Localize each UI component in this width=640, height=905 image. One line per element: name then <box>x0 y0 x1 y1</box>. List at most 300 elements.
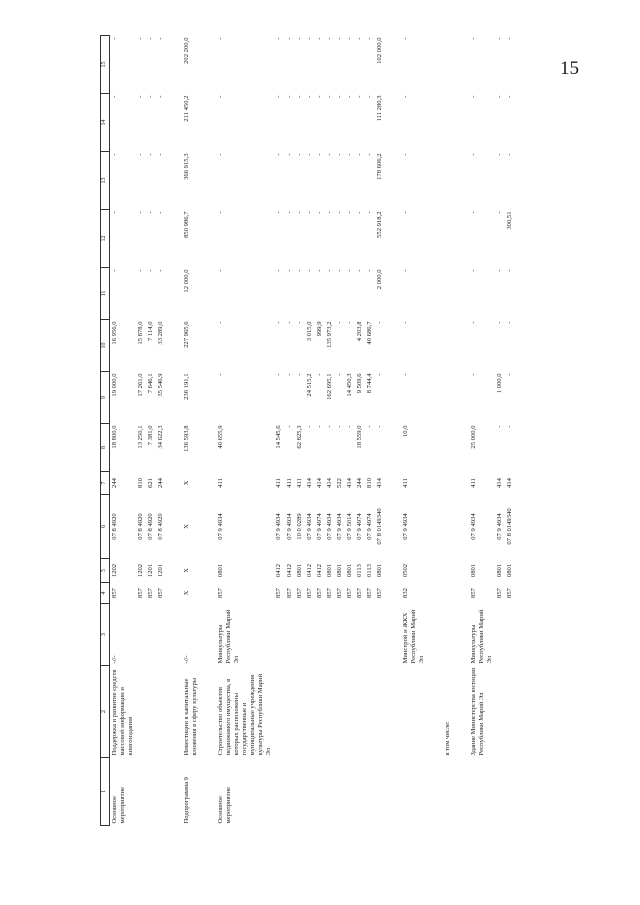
column-number: 1 <box>101 758 110 826</box>
table-cell-col-14: - <box>285 95 293 98</box>
table-cell-col-6: X <box>183 524 191 529</box>
table-cell-col-7: 414 <box>506 478 514 488</box>
table-cell-col-13: - <box>217 153 225 156</box>
table-cell-col-11: - <box>315 269 323 272</box>
table-cell-col-5: 0801 <box>469 563 477 578</box>
table-cell-col-1 <box>505 758 515 826</box>
table-cell-col-4: 857 <box>375 588 383 598</box>
table-cell-col-6: 07 8 4920 <box>137 513 145 540</box>
table-cell-col-8: 62 825,3 <box>295 425 303 449</box>
table-cell-col-14: - <box>137 95 145 98</box>
table-cell-col-1 <box>345 758 355 826</box>
table-cell-col-8: - <box>305 425 313 428</box>
table-cell-col-10 <box>443 320 453 372</box>
table-cell-col-12: 850 986,7 <box>183 211 191 238</box>
column-number: 4 <box>101 583 110 604</box>
table-cell-col-8: - <box>335 425 343 428</box>
table-cell-col-15: - <box>285 37 293 40</box>
spacer-cell <box>200 36 216 826</box>
column-number: 7 <box>101 472 110 495</box>
table-cell-col-3 <box>345 604 355 666</box>
table-cell-col-8 <box>443 424 453 472</box>
table-cell-col-13 <box>443 152 453 210</box>
table-cell-col-15: - <box>506 37 514 40</box>
table-cell-col-10: - <box>401 321 409 324</box>
table-cell-col-5: X <box>183 568 191 573</box>
table-cell-col-9: 7 646,1 <box>147 373 155 394</box>
table-cell-col-3: -//- <box>111 655 118 664</box>
table-cell-col-5: 1201 <box>157 563 165 578</box>
table-cell-col-15: - <box>345 37 353 40</box>
table-cell-col-7: 414 <box>315 478 323 488</box>
table-cell-col-14: - <box>305 95 313 98</box>
table-cell-col-13: - <box>469 153 477 156</box>
table-cell-col-15: - <box>355 37 363 40</box>
table-cell-col-4 <box>443 583 453 604</box>
table-cell-col-2 <box>495 666 505 758</box>
table-cell-col-7: 621 <box>147 478 155 488</box>
table-cell-col-12: - <box>469 211 477 214</box>
table-cell-col-9: 8 744,4 <box>365 373 373 394</box>
table-cell-col-15: - <box>325 37 333 40</box>
table-cell-col-6: 07 9 4934 <box>401 513 409 540</box>
table-cell-col-6: 10 0 0289 <box>295 513 303 540</box>
table-cell-col-3 <box>274 604 284 666</box>
table-cell-col-13: - <box>285 153 293 156</box>
table-cell-col-8: 7 381,0 <box>147 425 155 446</box>
table-cell-col-11: - <box>275 269 283 272</box>
table-cell-col-4: 857 <box>217 588 225 598</box>
table-cell-col-15: - <box>217 37 225 40</box>
table-cell-col-6: 07 8 0149340 <box>375 508 383 545</box>
table-cell-col-10: 15 878,0 <box>137 321 145 345</box>
table-cell-col-8: 34 622,3 <box>157 425 165 449</box>
table-cell-col-3 <box>325 604 335 666</box>
table-cell-col-7: 810 <box>137 478 145 488</box>
table-cell-col-7: 411 <box>275 478 283 488</box>
table-cell-col-4: 857 <box>295 588 303 598</box>
table-cell-col-7: 411 <box>217 478 225 488</box>
table-row <box>315 36 325 826</box>
table-cell-col-11: - <box>285 269 293 272</box>
table-cell-col-7: 414 <box>375 478 383 488</box>
table-cell-col-12: - <box>365 211 373 214</box>
table-cell-col-11: - <box>506 269 514 272</box>
table-cell-col-14: 211 450,2 <box>183 95 191 122</box>
row-spacer <box>453 36 469 826</box>
table-cell-col-8: 25 000,0 <box>469 425 477 449</box>
table-cell-col-7: 522 <box>335 478 343 488</box>
table-cell-col-8: 40 655,9 <box>217 425 225 449</box>
table-cell-col-2: Строительство объектов недвижимого имущества, в которых расположены государственные и муниципальные учреждения культуры Республики Марий Эл <box>217 673 273 756</box>
table-cell-col-15 <box>443 36 453 94</box>
table-cell-col-8: 18 800,0 <box>111 425 118 449</box>
column-number: 3 <box>101 604 110 666</box>
table-row <box>295 36 305 826</box>
table-cell-col-7: 411 <box>469 478 477 488</box>
table-row <box>182 36 200 826</box>
table-cell-col-1 <box>355 758 365 826</box>
spacer-cell <box>453 36 469 826</box>
table-cell-col-4: 857 <box>111 588 118 598</box>
table-cell-col-8: - <box>315 425 323 428</box>
column-number: 13 <box>101 152 110 210</box>
table-cell-col-3 <box>495 604 505 666</box>
table-cell-col-2 <box>375 666 385 758</box>
table-row <box>443 36 453 826</box>
table-cell-col-12: - <box>325 211 333 214</box>
table-cell-col-5: 1201 <box>147 563 155 578</box>
table-cell-col-9: - <box>285 373 293 376</box>
table-cell-col-13: - <box>506 153 514 156</box>
table-cell-col-10: - <box>295 321 303 324</box>
table-cell-col-7: 411 <box>285 478 293 488</box>
table-cell-col-8: - <box>285 425 293 428</box>
table-cell-col-7: 244 <box>111 478 118 488</box>
table-cell-col-2 <box>401 666 427 758</box>
table-cell-col-10: 33 289,0 <box>157 321 165 345</box>
table-cell-col-9: 24 515,2 <box>305 373 313 397</box>
table-row <box>285 36 295 826</box>
table-cell-col-12: - <box>157 211 165 214</box>
table-row <box>216 36 274 826</box>
table-cell-col-12: - <box>496 211 504 214</box>
table-cell-col-11: - <box>496 269 504 272</box>
table-cell-col-6 <box>443 495 453 559</box>
table-cell-col-3: Минстрой и ЖКХ Республики Марий Эл <box>401 609 425 664</box>
table-cell-col-10: 16 956,0 <box>111 321 118 345</box>
table-cell-col-11: - <box>335 269 343 272</box>
table-cell-col-7 <box>443 472 453 495</box>
table-cell-col-1: Основное мероприятие <box>217 787 233 824</box>
table-cell-col-4: 857 <box>345 588 353 598</box>
table-cell-col-9: 162 695,1 <box>325 373 333 400</box>
table-row <box>365 36 375 826</box>
table-row <box>469 36 495 826</box>
column-number: 6 <box>101 495 110 559</box>
table-cell-col-5: 0801 <box>295 563 303 578</box>
table-cell-col-1 <box>401 758 427 826</box>
table-cell-col-11: - <box>137 269 145 272</box>
table-cell-col-1 <box>136 758 146 826</box>
table-cell-col-13: - <box>365 153 373 156</box>
table-cell-col-12: - <box>111 211 118 214</box>
table-cell-col-9: 19 000,0 <box>111 373 118 397</box>
table-cell-col-12: 300,51 <box>506 211 514 230</box>
table-cell-col-3 <box>335 604 345 666</box>
table-cell-col-3: -//- <box>183 655 191 664</box>
table-cell-col-15: - <box>295 37 303 40</box>
table-cell-col-13: - <box>305 153 313 156</box>
table-cell-col-5: 1202 <box>111 563 118 578</box>
table-cell-col-13: 178 606,2 <box>375 153 383 180</box>
table-cell-col-3 <box>355 604 365 666</box>
table-cell-col-4: 857 <box>275 588 283 598</box>
table-cell-col-13: - <box>345 153 353 156</box>
table-cell-col-7: 244 <box>157 478 165 488</box>
table-cell-col-9: - <box>295 373 303 376</box>
table-cell-col-1 <box>315 758 325 826</box>
table-cell-col-5: 0113 <box>355 564 363 577</box>
table-cell-col-3: Минкультуры Республики Марий Эл <box>469 609 493 664</box>
table-row <box>325 36 335 826</box>
table-cell-col-12: - <box>315 211 323 214</box>
table-cell-col-3 <box>295 604 305 666</box>
table-cell-col-15: 202 200,0 <box>183 37 191 64</box>
table-cell-col-10: 135 973,2 <box>325 321 333 348</box>
table-cell-col-13: - <box>111 153 118 156</box>
table-cell-col-14: - <box>469 95 477 98</box>
table-cell-col-1 <box>335 758 345 826</box>
table-cell-col-1 <box>305 758 315 826</box>
table-cell-col-6: 07 9 4934 <box>469 513 477 540</box>
table-row <box>375 36 385 826</box>
table-cell-col-2 <box>285 666 295 758</box>
table-cell-col-4: 857 <box>315 588 323 598</box>
table-row <box>156 36 166 826</box>
row-spacer <box>166 36 182 826</box>
table-row <box>146 36 156 826</box>
table-cell-col-5: 0801 <box>496 563 504 578</box>
table-cell-col-12: - <box>345 211 353 214</box>
table-cell-col-3 <box>136 604 146 666</box>
table-cell-col-2 <box>335 666 345 758</box>
table-cell-col-14: - <box>506 95 514 98</box>
table-cell-col-2 <box>146 666 156 758</box>
table-cell-col-14: - <box>496 95 504 98</box>
table-cell-col-3 <box>305 604 315 666</box>
table-cell-col-5: 0412 <box>305 563 313 578</box>
table-cell-col-13: - <box>401 153 409 156</box>
table-cell-col-8: 10,0 <box>401 425 409 438</box>
table-cell-col-12: - <box>305 211 313 214</box>
table-cell-col-6: 07 9 4934 <box>335 513 343 540</box>
table-cell-col-1 <box>375 758 385 826</box>
table-cell-col-3 <box>156 604 166 666</box>
column-number: 12 <box>101 210 110 268</box>
table-cell-col-2 <box>274 666 284 758</box>
table-cell-col-3 <box>375 604 385 666</box>
table-cell-col-6: 07 8 4920 <box>147 513 155 540</box>
column-number: 5 <box>101 559 110 583</box>
table-cell-col-8: - <box>365 425 373 428</box>
column-number: 15 <box>101 36 110 94</box>
table-cell-col-12 <box>443 210 453 268</box>
table-row <box>345 36 355 826</box>
table-cell-col-11: - <box>325 269 333 272</box>
table-cell-col-2: Инвестиции в капитальные вложения в сферу культуры <box>183 677 199 756</box>
table-cell-col-10: - <box>217 321 225 324</box>
table-cell-col-4: 857 <box>496 588 504 598</box>
spacer-cell <box>385 36 401 826</box>
table-cell-col-2 <box>355 666 365 758</box>
table-cell-col-7: 244 <box>355 478 363 488</box>
table-row <box>335 36 345 826</box>
table-cell-col-2 <box>345 666 355 758</box>
table-cell-col-3 <box>285 604 295 666</box>
table-cell-col-6: 07 9 4934 <box>217 513 225 540</box>
table-cell-col-7: 414 <box>325 478 333 488</box>
table-cell-col-4: 857 <box>355 588 363 598</box>
table-cell-col-11: - <box>217 269 225 272</box>
table-cell-col-8: - <box>506 425 514 428</box>
table-cell-col-6: 07 9 4934 <box>305 513 313 540</box>
table-cell-col-11 <box>443 268 453 320</box>
table-cell-col-9: - <box>315 373 323 376</box>
table-row <box>110 36 137 826</box>
table-cell-col-9: - <box>217 373 225 376</box>
table-row <box>401 36 427 826</box>
table-cell-col-7: 810 <box>365 478 373 488</box>
table-cell-col-10: 3 015,0 <box>305 321 313 342</box>
table-cell-col-6: 07 9 4934 <box>496 513 504 540</box>
table-cell-col-6: 07 9 4974 <box>355 513 363 540</box>
table-cell-col-13: - <box>315 153 323 156</box>
table-cell-col-5: 0801 <box>335 563 343 578</box>
table-cell-col-12: - <box>137 211 145 214</box>
column-number: 14 <box>101 94 110 152</box>
table-cell-col-2 <box>295 666 305 758</box>
table-cell-col-10: - <box>285 321 293 324</box>
table-cell-col-1 <box>365 758 375 826</box>
table-cell-col-13: - <box>496 153 504 156</box>
table-cell-col-14 <box>443 94 453 152</box>
table-row <box>305 36 315 826</box>
budget-table <box>100 35 515 826</box>
table-cell-col-2: Здание Министерства юстиции Республики Марий Эл <box>469 667 485 756</box>
table-cell-col-11: - <box>295 269 303 272</box>
table-cell-col-6: 07 9 5014 <box>345 513 353 540</box>
table-cell-col-4: 857 <box>325 588 333 598</box>
table-cell-col-15: - <box>147 37 155 40</box>
table-cell-col-4: 857 <box>469 588 477 598</box>
table-cell-col-1 <box>495 758 505 826</box>
table-cell-col-12: - <box>401 211 409 214</box>
column-number: 11 <box>101 268 110 320</box>
table-cell-col-5: 0412 <box>285 563 293 578</box>
table-cell-col-8: 136 593,8 <box>183 425 191 452</box>
table-cell-col-15: 102 000,0 <box>375 37 383 64</box>
table-cell-col-14: - <box>217 95 225 98</box>
table-cell-col-14: - <box>157 95 165 98</box>
row-spacer <box>385 36 401 826</box>
table-cell-col-12: - <box>335 211 343 214</box>
table-cell-col-11: - <box>355 269 363 272</box>
table-cell-col-4: 857 <box>137 588 145 598</box>
table-cell-col-10: 40 686,7 <box>365 321 373 345</box>
table-cell-col-2 <box>365 666 375 758</box>
table-cell-col-6: 07 9 4934 <box>285 513 293 540</box>
table-cell-col-5: 0801 <box>325 563 333 578</box>
table-cell-col-11: - <box>365 269 373 272</box>
table-cell-col-1 <box>443 758 453 826</box>
table-cell-col-11: - <box>401 269 409 272</box>
table-cell-col-5: 0412 <box>315 563 323 578</box>
table-cell-col-4: 857 <box>157 588 165 598</box>
table-cell-col-6: 07 8 0149340 <box>506 508 514 545</box>
table-cell-col-13: 366 915,3 <box>183 153 191 180</box>
table-cell-col-7: 411 <box>295 478 303 488</box>
table-cell-col-4: 857 <box>365 588 373 598</box>
table-cell-col-6: 07 8 4920 <box>157 513 165 540</box>
table-cell-col-5: 0113 <box>365 564 373 577</box>
table-cell-col-1 <box>325 758 335 826</box>
table-cell-col-4: X <box>183 590 191 596</box>
table-cell-col-11: - <box>305 269 313 272</box>
table-cell-col-9 <box>443 372 453 424</box>
table-cell-col-1 <box>285 758 295 826</box>
table-cell-col-6: 07 9 4934 <box>275 513 283 540</box>
table-cell-col-8: 13 250,1 <box>137 425 145 449</box>
table-cell-col-10: 7 114,0 <box>147 321 155 342</box>
table-cell-col-11: - <box>157 269 165 272</box>
table-cell-col-7: 414 <box>345 478 353 488</box>
table-cell-col-14: - <box>365 95 373 98</box>
table-cell-col-2 <box>136 666 146 758</box>
table-cell-col-12: - <box>147 211 155 214</box>
column-number: 8 <box>101 424 110 472</box>
column-number-row <box>101 36 110 826</box>
table-cell-col-2: в том числе: <box>443 721 451 756</box>
table-cell-col-10: 999,9 <box>315 321 323 337</box>
table-cell-col-15: - <box>275 37 283 40</box>
rotated-table-container <box>100 36 530 826</box>
table-cell-col-10: - <box>506 321 514 324</box>
table-cell-col-5: 0502 <box>401 563 409 578</box>
table-cell-col-10: - <box>469 321 477 324</box>
spacer-cell <box>166 36 182 826</box>
table-cell-col-12: - <box>295 211 303 214</box>
table-cell-col-5: 0801 <box>506 563 514 578</box>
table-cell-col-5: 0801 <box>345 563 353 578</box>
table-cell-col-4: 857 <box>285 588 293 598</box>
table-cell-col-6: 07 8 4920 <box>111 513 118 540</box>
table-cell-col-6: 07 9 4974 <box>315 513 323 540</box>
table-cell-col-3 <box>315 604 325 666</box>
table-cell-col-10: 227 965,6 <box>183 321 191 348</box>
table-cell-col-10: - <box>345 321 353 324</box>
table-cell-col-2 <box>325 666 335 758</box>
table-cell-col-12: - <box>355 211 363 214</box>
table-cell-col-5: 0801 <box>375 563 383 578</box>
table-cell-col-8: - <box>496 425 504 428</box>
row-spacer <box>200 36 216 826</box>
table-cell-col-4: 857 <box>506 588 514 598</box>
table-cell-col-4: 832 <box>401 588 409 598</box>
table-cell-col-11: - <box>147 269 155 272</box>
table-cell-col-7: 411 <box>401 478 409 488</box>
table-cell-col-5: 0801 <box>217 563 225 578</box>
table-cell-col-9: 35 546,9 <box>157 373 165 397</box>
table-cell-col-14: - <box>335 95 343 98</box>
table-cell-col-4: 857 <box>305 588 313 598</box>
table-row <box>274 36 284 826</box>
table-cell-col-5: 0412 <box>275 563 283 578</box>
table-cell-col-2 <box>156 666 166 758</box>
table-cell-col-3 <box>505 604 515 666</box>
table-cell-col-1 <box>469 758 495 826</box>
table-cell-col-12: - <box>275 211 283 214</box>
table-cell-col-13: - <box>147 153 155 156</box>
table-cell-col-8: 14 545,6 <box>275 425 283 449</box>
table-cell-col-15: - <box>401 37 409 40</box>
table-cell-col-9: - <box>375 373 383 376</box>
table-cell-col-2 <box>505 666 515 758</box>
table-cell-col-11: 12 000,0 <box>183 269 191 293</box>
table-cell-col-14: - <box>325 95 333 98</box>
table-cell-col-10: - <box>496 321 504 324</box>
table-cell-col-14: 111 280,3 <box>375 95 383 122</box>
